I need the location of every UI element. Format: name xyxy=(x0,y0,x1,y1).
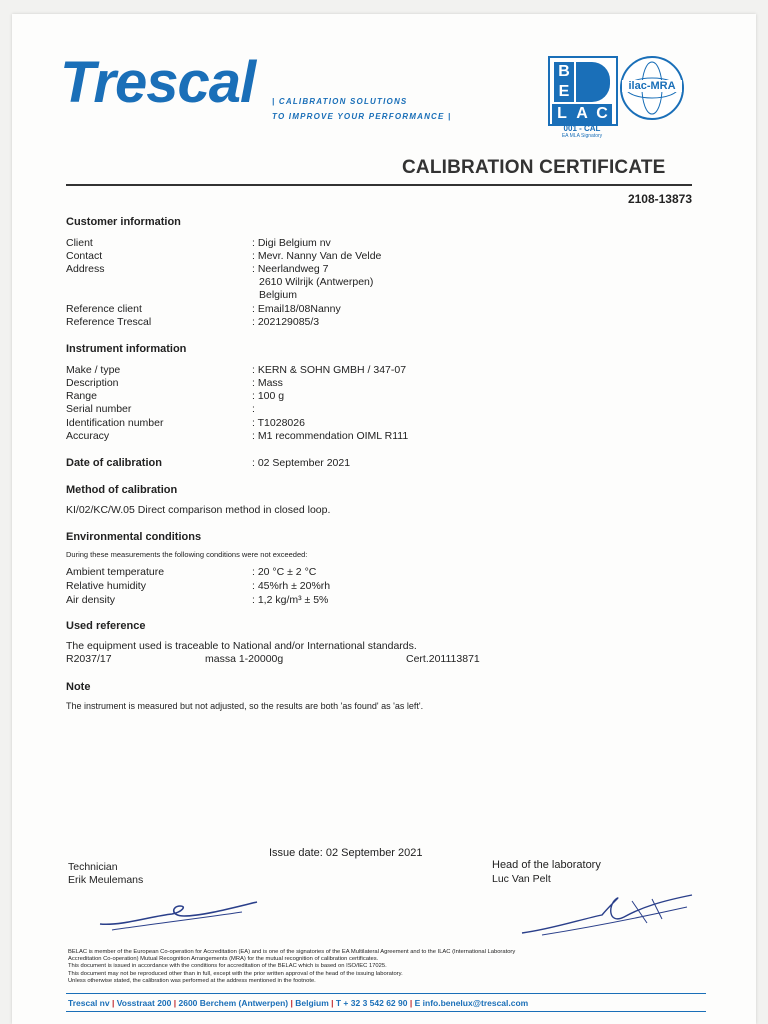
belac-letter-e: E xyxy=(554,82,574,102)
reference-id: R2037/17 xyxy=(66,653,112,665)
ref-trescal-label: Reference Trescal xyxy=(66,316,152,328)
footnote-line: This document is issued in accordance with the conditions for accreditation of the BELAC which is based on ISO/IEC 17025. xyxy=(68,963,387,970)
footer-city: 2600 Berchem (Antwerpen) xyxy=(178,998,289,1008)
date-of-calibration-value: : 02 September 2021 xyxy=(252,457,351,469)
footer-contact: Trescal nv | Vosstraat 200 | 2600 Berchem (Antwerpen) | Belgium | T + 32 3 542 62 90 | E info.benelux@trescal.com xyxy=(68,998,529,1008)
ilac-mra-logo xyxy=(620,56,684,120)
serial-value: : xyxy=(252,403,255,415)
technician-name: Erik Meulemans xyxy=(68,874,144,886)
address-line-1: : Neerlandweg 7 xyxy=(252,263,329,275)
environment-heading: Environmental conditions xyxy=(66,531,202,543)
description-value: : Mass xyxy=(252,377,283,389)
ref-client-value: : Email18/08Nanny xyxy=(252,303,341,315)
client-label: Client xyxy=(66,237,93,249)
belac-letter-c: C xyxy=(592,104,612,124)
technician-title: Technician xyxy=(68,861,118,873)
accuracy-label: Accuracy xyxy=(66,430,110,442)
note-heading: Note xyxy=(66,681,91,693)
ref-client-label: Reference client xyxy=(66,303,142,315)
humidity-label: Relative humidity xyxy=(66,580,146,592)
method-text: KI/02/KC/W.05 Direct comparison method in closed loop. xyxy=(66,504,331,516)
description-label: Description xyxy=(66,377,119,389)
reference-description: massa 1-20000g xyxy=(205,653,284,665)
footnote-line: Accreditation Co-operation) Mutual Recognition Arrangements (MRA) for the mutual recognition of calibration certificates. xyxy=(68,956,379,963)
trescal-logo: Trescal xyxy=(60,50,256,115)
air-density-value: : 1,2 kg/m³ ± 5% xyxy=(252,594,329,606)
instrument-heading: Instrument information xyxy=(66,343,187,355)
belac-letter-l: L xyxy=(552,104,572,124)
footer-divider-top xyxy=(66,993,706,994)
belac-subtitle: EA MLA Signatory xyxy=(561,133,603,139)
footnote xyxy=(68,949,708,985)
certificate-number: 2108-13873 xyxy=(627,192,692,206)
head-of-lab-signature xyxy=(512,889,702,939)
range-label: Range xyxy=(66,390,97,402)
client-value: : Digi Belgium nv xyxy=(252,237,331,249)
reference-heading: Used reference xyxy=(66,620,146,632)
make-value: : KERN & SOHN GMBH / 347-07 xyxy=(252,364,407,376)
footnote-line: This document may not be reproduced other than in full, except with the prior written approval of the head of the issuing laboratory. xyxy=(68,970,403,977)
contact-label: Contact xyxy=(66,250,103,262)
identification-value: : T1028026 xyxy=(252,417,305,429)
footer-divider-bottom xyxy=(66,1011,706,1012)
accuracy-value: : M1 recommendation OIML R111 xyxy=(252,430,409,442)
technician-signature xyxy=(92,894,262,934)
footer-email: E info.benelux@trescal.com xyxy=(414,998,529,1008)
note-text: The instrument is measured but not adjusted, so the results are both 'as found' as 'as left'. xyxy=(66,701,424,711)
tagline-line-1: | CALIBRATION SOLUTIONS xyxy=(272,97,408,106)
air-density-label: Air density xyxy=(66,594,116,606)
environment-intro: During these measurements the following conditions were not exceeded: xyxy=(66,550,308,559)
certificate-page xyxy=(12,14,756,1024)
range-value: : 100 g xyxy=(252,390,285,402)
temperature-label: Ambient temperature xyxy=(66,566,165,578)
head-of-lab-name: Luc Van Pelt xyxy=(492,873,551,885)
make-label: Make / type xyxy=(66,364,121,376)
footer-phone: T + 32 3 542 62 90 xyxy=(335,998,408,1008)
humidity-value: : 45%rh ± 20%rh xyxy=(252,580,331,592)
footer-country: Belgium xyxy=(295,998,329,1008)
customer-heading: Customer information xyxy=(66,216,181,228)
address-label: Address xyxy=(66,263,105,275)
belac-letter-b: B xyxy=(554,62,574,82)
contact-value: : Mevr. Nanny Van de Velde xyxy=(252,250,382,262)
certificate-title: CALIBRATION CERTIFICATE xyxy=(402,157,666,178)
serial-label: Serial number xyxy=(66,403,132,415)
issue-date: Issue date: 02 September 2021 xyxy=(269,847,423,859)
tagline xyxy=(272,94,451,124)
footer-company: Trescal nv xyxy=(68,998,110,1008)
address-line-3: Belgium xyxy=(259,289,297,301)
ref-trescal-value: : 202129085/3 xyxy=(252,316,320,328)
belac-code: 001 - CAL xyxy=(563,124,601,133)
date-of-calibration-label: Date of calibration xyxy=(66,457,162,469)
reference-certificate: Cert.201113871 xyxy=(406,653,480,665)
belac-b-shape xyxy=(576,62,610,102)
footnote-line: BELAC is member of the European Co-operation for Accreditation (EA) and is one of the signatories of the EA Multilateral Agreement and to the ILAC (International Laboratory xyxy=(68,949,516,955)
tagline-line-2: TO IMPROVE YOUR PERFORMANCE | xyxy=(272,112,452,121)
reference-text: The equipment used is traceable to National and/or International standards. xyxy=(66,640,417,652)
belac-logo xyxy=(548,56,618,126)
footnote-line: Unless otherwise stated, the calibration was performed at the address mentioned in the footnote. xyxy=(68,977,316,984)
title-divider xyxy=(66,184,692,186)
mra-label: ilac-MRA xyxy=(622,80,682,92)
temperature-value: : 20 °C ± 2 °C xyxy=(252,566,317,578)
identification-label: Identification number xyxy=(66,417,164,429)
address-line-2: 2610 Wilrijk (Antwerpen) xyxy=(259,276,374,288)
method-heading: Method of calibration xyxy=(66,484,178,496)
belac-letter-a: A xyxy=(572,104,592,124)
footer-street: Vosstraat 200 xyxy=(116,998,172,1008)
head-of-lab-title: Head of the laboratory xyxy=(492,859,601,871)
